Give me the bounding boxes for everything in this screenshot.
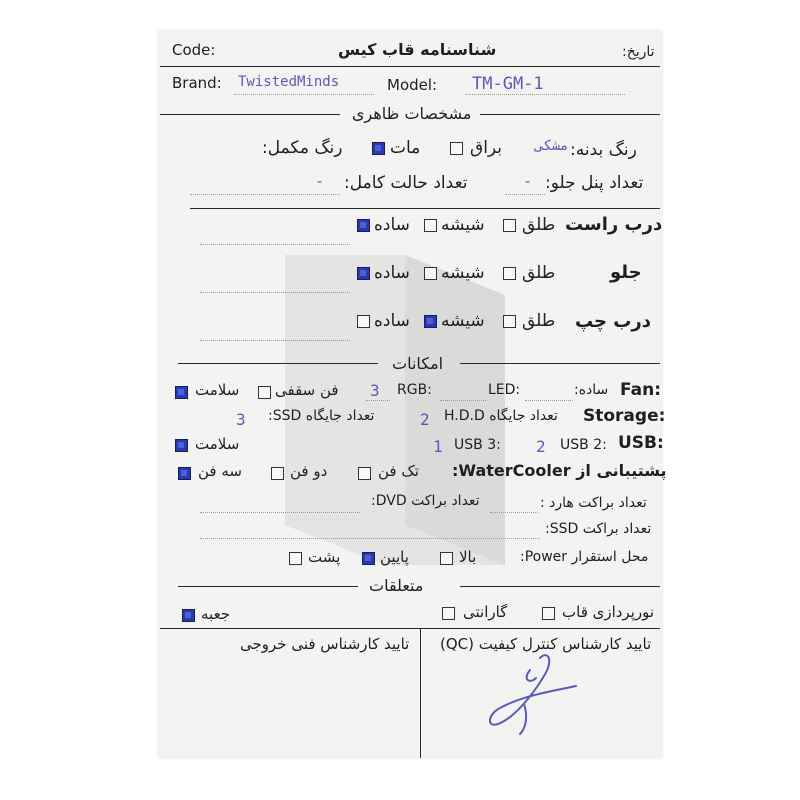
hard-bracket-label: تعداد براکت هارد : [540,495,647,511]
usb3-value[interactable]: 1 [433,437,443,456]
fan-healthy-checkbox[interactable] [175,386,188,399]
brand-line [234,94,374,95]
front-panel-line [505,194,545,195]
features-rule-left [178,363,378,364]
complement-color-label: رنگ مکمل: [262,138,343,158]
wc-three-fan-checkbox[interactable] [178,467,191,480]
front-label: جلو [610,262,642,283]
power-top-checkbox[interactable] [440,552,453,565]
power-position-label: محل استقرار Power: [520,549,649,565]
signature-divider [160,628,660,629]
model-line [465,94,625,95]
fan-label: Fan: [620,380,661,400]
right-door-label: درب راست [565,214,663,235]
usb2-value[interactable]: 2 [536,437,546,456]
front-panel-label: تعداد پنل جلو: [545,173,644,193]
qc-approval-label: تایید کارشناس کنترل کیفیت (QC) [440,635,652,653]
section-rule-left [160,114,340,115]
front-plain-label: ساده [374,263,410,283]
acc-rule-left [178,586,358,587]
hdd-slots-value[interactable]: 2 [420,410,430,429]
watercooler-label: پشتیبانی از WaterCooler: [452,461,667,480]
brand-value[interactable]: TwistedMinds [238,74,340,90]
glossy-label: براق [470,138,503,158]
qc-signature [470,640,590,740]
brand-label: Brand: [172,74,222,92]
warranty-label: گارانتی [463,603,508,621]
section-rule-right [480,114,660,115]
features-title: امکانات [392,354,444,373]
exit-approval-label: تایید کارشناس فنی خروجی [240,635,410,653]
header-divider [160,66,660,67]
front-mesh-label: طلق [522,263,556,283]
wc-two-fan-label: دو فن [290,462,328,480]
usb-label: USB: [618,433,664,453]
usb3-label: USB 3: [454,437,501,453]
body-color-value[interactable]: مشکی [535,138,569,154]
appearance-title: مشخصات ظاهری [352,104,472,123]
fan-led-label: LED: [488,382,521,398]
power-back-checkbox[interactable] [289,552,302,565]
ssd-bracket-label: تعداد براکت SSD: [545,521,652,537]
left-glass-label: شیشه [441,311,485,331]
features-rule-right [460,363,660,364]
left-plain-label: ساده [374,311,410,331]
wc-one-fan-label: تک فن [378,462,419,480]
left-glass-checkbox[interactable] [424,315,437,328]
usb2-label: USB 2: [560,437,607,453]
lighting-label: نورپردازی قاب [562,603,655,621]
model-value[interactable]: TM-GM-1 [472,74,544,94]
ssd-bracket-line [200,538,540,539]
front-mesh-checkbox[interactable] [503,267,516,280]
body-color-label: رنگ بدنه: [570,140,637,160]
usb-healthy-checkbox[interactable] [175,439,188,452]
dvd-bracket-label: تعداد براکت DVD: [371,493,480,509]
right-mesh-checkbox[interactable] [503,219,516,232]
power-top-label: بالا [459,548,477,566]
usb-healthy-label: سلامت [195,435,240,453]
front-line [200,292,350,293]
page-title: شناسنامه قاب کیس [338,40,497,59]
power-back-label: پشت [308,548,341,566]
code-label: Code: [172,41,216,59]
signature-split [420,628,421,758]
box-checkbox[interactable] [182,609,195,622]
warranty-checkbox[interactable] [442,607,455,620]
wc-three-fan-label: سه فن [198,462,242,480]
fan-healthy-label: سلامت [195,381,240,399]
matte-label: مات [390,138,421,158]
rgb-line [366,400,390,401]
dvd-line [200,512,360,513]
left-mesh-checkbox[interactable] [503,315,516,328]
fan-rgb-label: RGB: [397,382,432,398]
hdd-slots-label: تعداد جایگاه H.D.D [444,408,558,424]
full-state-label: تعداد حالت کامل: [344,173,468,193]
ceiling-fan-label: فن سقفی [275,381,339,399]
front-panel-value[interactable]: - [523,172,533,190]
front-glass-checkbox[interactable] [424,267,437,280]
right-glass-checkbox[interactable] [424,219,437,232]
wc-two-fan-checkbox[interactable] [271,467,284,480]
right-plain-label: ساده [374,215,410,235]
matte-checkbox[interactable] [372,142,385,155]
left-plain-checkbox[interactable] [357,315,370,328]
ssd-slots-value[interactable]: 3 [236,410,246,429]
front-plain-checkbox[interactable] [357,267,370,280]
model-label: Model: [387,76,438,94]
left-door-line [200,340,350,341]
power-bottom-checkbox[interactable] [362,552,375,565]
ssd-slots-label: تعداد جایگاه SSD: [268,408,375,424]
right-plain-checkbox[interactable] [357,219,370,232]
fan-rgb-value[interactable]: 3 [370,381,380,400]
hard-line [490,512,538,513]
power-bottom-label: پایین [380,548,409,566]
date-label: تاریخ: [622,44,655,60]
fan-plain-label: ساده: [574,382,609,398]
right-glass-label: شیشه [441,215,485,235]
wc-one-fan-checkbox[interactable] [358,467,371,480]
left-mesh-label: طلق [522,311,556,331]
acc-rule-right [460,586,660,587]
accessories-title: متعلقات [369,576,424,595]
box-label: جعبه [201,605,231,623]
left-door-label: درب چپ [575,311,651,332]
right-mesh-label: طلق [522,215,556,235]
ceiling-fan-checkbox[interactable] [258,386,271,399]
right-door-line [200,244,350,245]
front-glass-label: شیشه [441,263,485,283]
full-state-value[interactable]: - [315,172,325,190]
glossy-checkbox[interactable] [450,142,463,155]
lighting-checkbox[interactable] [542,607,555,620]
plain-line [525,400,573,401]
storage-label: Storage: [583,406,666,426]
led-line [440,400,486,401]
doors-divider [190,208,660,209]
full-state-line [190,194,340,195]
